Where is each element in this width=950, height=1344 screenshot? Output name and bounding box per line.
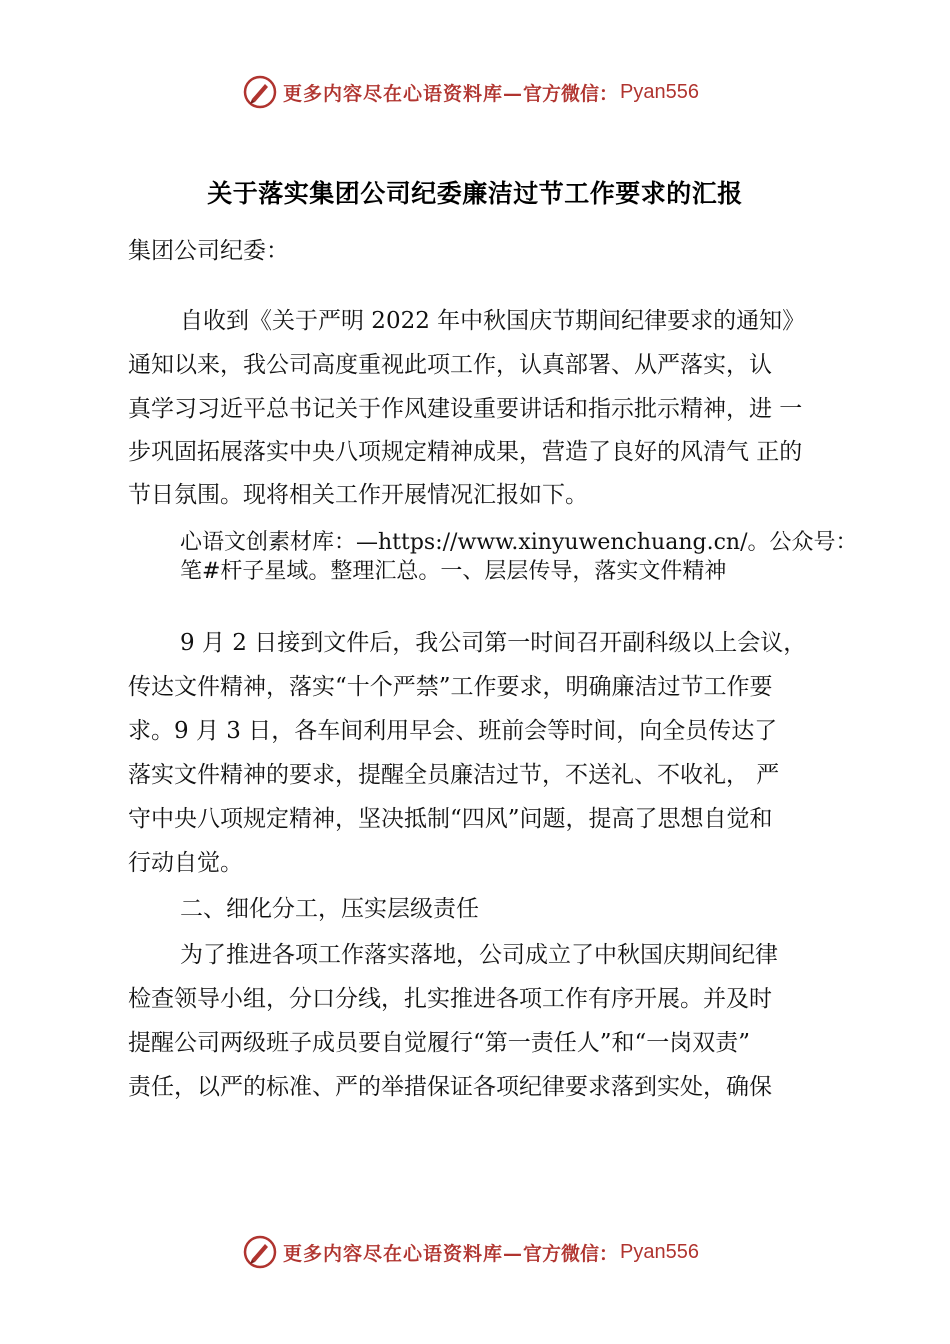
document-title: 关于落实集团公司纪委廉洁过节工作要求的汇报 [207,179,743,208]
section2-line: 提醒公司两级班子成员要自觉履行“第一责任人”和“一岗双责” [128,1030,751,1056]
footer-banner [243,1234,803,1270]
section1-line: 守中央八项规定精神，坚决抵制“四风”问题，提高了思想自觉和 [128,806,773,832]
banner-wechat-label: 官方微信： [523,1242,619,1265]
banner-wechat-label: 官方微信： [523,82,619,105]
section1-line: 行动自觉。 [128,850,243,876]
section2-line: 检查领导小组，分口分线，扎实推进各项工作有序开展。并及时 [128,986,772,1012]
section1-line: 传达文件精神，落实“十个严禁”工作要求，明确廉洁过节工作要 [128,674,773,700]
banner-wechat-id: Pyan556 [620,1240,699,1263]
intro-line: 节日氛围。现将相关工作开展情况汇报如下。 [128,482,588,508]
section2-line: 为了推进各项工作落实落地，公司成立了中秋国庆期间纪律 [180,942,778,968]
section1-line: 落实文件精神的要求，提醒全员廉洁过节，不送礼、不收礼， 严 [128,762,780,788]
intro-line: 自收到《关于严明 2022 年中秋国庆节期间纪律要求的通知》 [180,308,806,334]
banner-text: 更多内容尽在心语资料库— [283,1242,524,1265]
pen-logo-icon [243,75,277,109]
header-banner [243,74,803,110]
source-note: 心语文创素材库：—https://www.xinyuwenchuang.cn/。公众号：笔#杆子星域。整理汇总。一、层层传导，落实文件精神 [180,530,858,584]
section1-line: 9 月 2 日接到文件后，我公司第一时间召开副科级以上会议， [180,630,807,656]
intro-line: 真学习习近平总书记关于作风建设重要讲话和指示批示精神，进 一 [128,396,803,422]
banner-text: 更多内容尽在心语资料库— [283,82,524,105]
banner-wechat-id: Pyan556 [620,80,699,103]
intro-line: 步巩固拓展落实中央八项规定精神成果，营造了良好的风清气 正的 [128,439,803,465]
salutation: 集团公司纪委： [128,238,289,264]
section1-line: 求。9 月 3 日，各车间利用早会、班前会等时间，向全员传达了 [128,718,778,744]
section2-heading: 二、细化分工，压实层级责任 [180,896,479,922]
pen-logo-icon [243,1235,277,1269]
section2-line: 责任，以严的标准、严的举措保证各项纪律要求落到实处，确保 [128,1074,772,1100]
intro-line: 通知以来，我公司高度重视此项工作，认真部署、从严落实，认 [128,352,772,378]
